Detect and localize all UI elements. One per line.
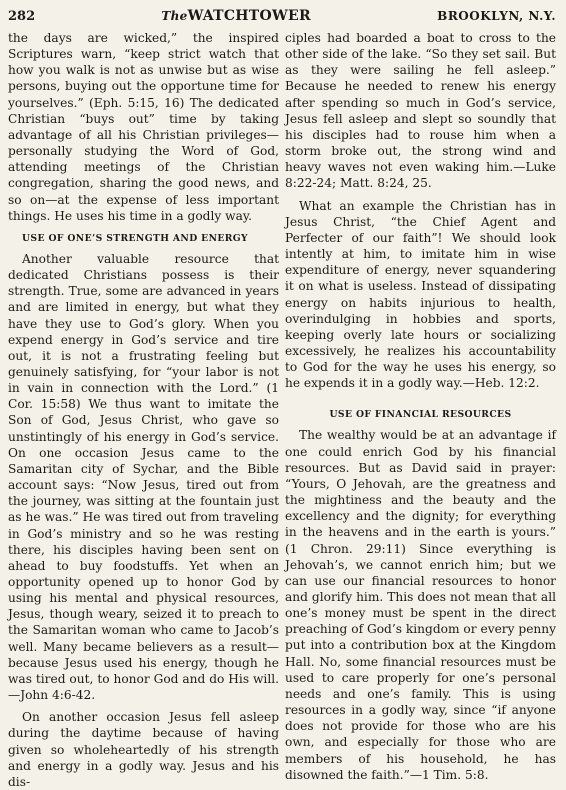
- masthead-prefix: The: [161, 9, 188, 23]
- page-number: 282: [8, 9, 36, 24]
- paragraph: ciples had boarded a boat to cross to the other side of the lake. “So they set sail. But as they were sailing he fell asleep.” Because he needed to renew his energy after spending so much in God’s service, Jesus fell asleep and slept so soundly that his disciples had to rouse him when a storm broke out, the strong wind and heavy waves not even waking him.—Luke 8:22-24; Matt. 8:24, 25.: [285, 31, 556, 191]
- left-column: [8, 30, 279, 790]
- page-header: [8, 8, 556, 30]
- paragraph: the days are wicked,” the inspired Scriptures warn, “keep strict watch that how you walk is not as unwise but as wise persons, buying out the opportune time for yourselves.” (Eph. 5:15, 16) The dedicated Christian “buys out” time by taking advantage of all his Christian privileges—personally studying the Word of God, attending meetings of the Christian congregation, sharing the good news, and so on—at the expense of less important things. He uses his time in a godly way.: [8, 31, 279, 223]
- right-column: [285, 30, 556, 790]
- section-heading: USE OF ONE’S STRENGTH AND ENERGY: [22, 232, 249, 244]
- masthead-name: WATCHTOWER: [187, 8, 311, 24]
- paragraph: On another occasion Jesus fell asleep during the daytime because of having given so wholeheartedly of his strength and energy in a godly way. Jesus and his dis-: [8, 710, 279, 789]
- location-label: BROOKLYN, N.Y.: [437, 9, 556, 23]
- section-heading: USE OF FINANCIAL RESOURCES: [329, 409, 512, 421]
- masthead: [161, 8, 311, 24]
- article-columns: [8, 30, 556, 790]
- paragraph: The wealthy would be at an advantage if one could enrich God by his financial resources. But as David said in prayer: “Yours, O Jehovah, are the greatness and the mightiness and the beauty and the excellency and the dignity; for everything in the heavens and in the earth is yours.” (1 Chron. 29:11) Since everything is Jehovah’s, we cannot enrich him; but we can use our financial resources to honor and glorify him. This does not mean that all one’s money must be spent in the direct preaching of God’s kingdom or every penny put into a contribution box at the Kingdom Hall. No, some financial resources must be used to care properly for one’s personal needs and one’s family. This is using resources in a godly way, since “if anyone does not provide for those who are his own, and especially for those who are members of his household, he has disowned the faith.”—1 Tim. 5:8.: [285, 428, 556, 782]
- paragraph: Another valuable resource that dedicated Christians possess is their strength. True, some are advanced in years and are limited in energy, but what they have they use to God’s glory. When you expend energy in God’s service and tire out, it is not a frustrating feeling but genuinely satisfying, for “your labor is not in vain in connection with the Lord.” (1 Cor. 15:58) We thus want to imitate the Son of God, Jesus Christ, who gave so unstintingly of his energy in God’s service. On one occasion Jesus came to the Samaritan city of Sychar, and the Bible account says: “Now Jesus, tired out from the journey, was sitting at the fountain just as he was.” He was tired out from traveling in God’s ministry and so he was resting there, his disciples having been sent on ahead to buy foodstuffs. Yet when an opportunity opened up to honor God by using his mental and physical resources, Jesus, though weary, seized it to preach to the Samaritan woman who came to Jacob’s well. Many became believers as a result—because Jesus used his energy, though he was tired out, to honor God and do His will.—John 4:6-42.: [8, 251, 279, 703]
- paragraph: What an example the Christian has in Jesus Christ, “the Chief Agent and Perfecter of our faith”! We should look intently at him, to imitate him in wise expenditure of energy, never squandering it on what is useless. Instead of dissipating energy on habits injurious to health, overindulging in hobbies and sports, keeping overly late hours or socializing excessively, he realizes his accountability to God for the way he uses his energy, so he expends it in a godly way.—Heb. 12:2.: [285, 198, 556, 391]
